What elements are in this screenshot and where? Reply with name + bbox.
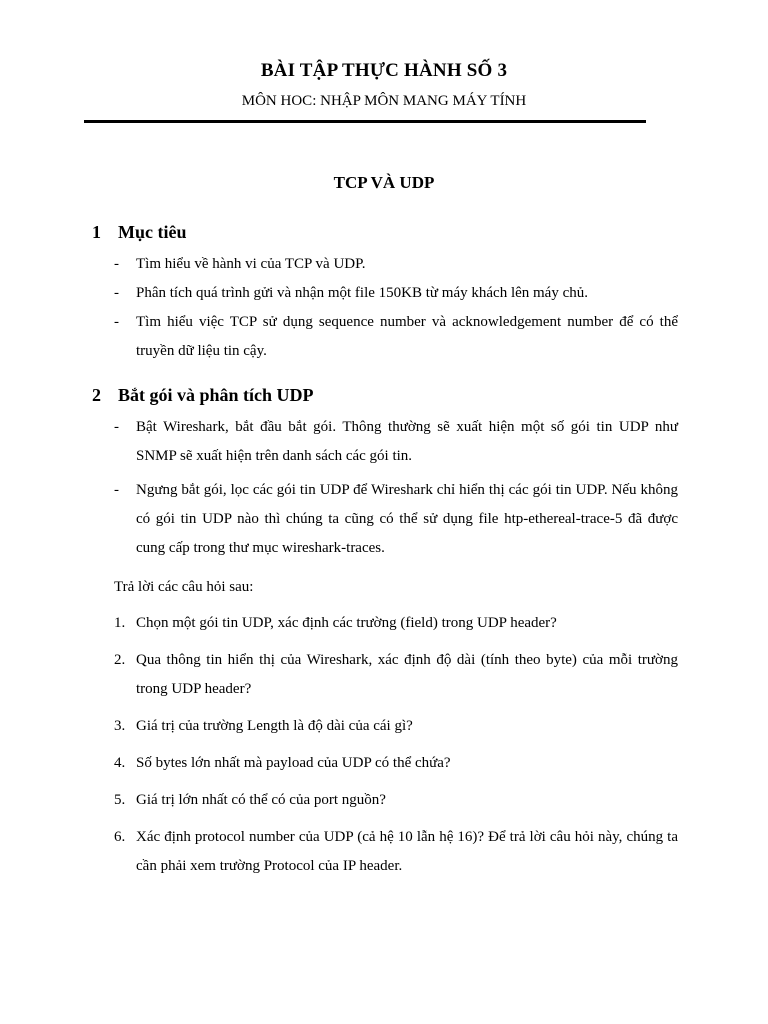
document-subtitle: MÔN HOC: NHẬP MÔN MANG MÁY TÍNH [241, 93, 527, 109]
question-item: 2. Qua thông tin hiển thị của Wireshark, xác định độ dài (tính theo byte) của mỗi trường trong UDP header? [114, 652, 678, 697]
question-item: 3. Giá trị của trường Length là độ dài của cái gì? [114, 718, 413, 734]
section-2-title: Bắt gói và phân tích UDP [118, 385, 314, 405]
questions-prompt: Trả lời các câu hỏi sau: [114, 579, 254, 595]
section-1-bullets [114, 250, 678, 366]
section-2-number: 2 [92, 385, 101, 405]
section-1-number: 1 [92, 222, 101, 242]
question-item: 1. Chọn một gói tin UDP, xác định các trường (field) trong UDP header? [114, 615, 557, 631]
section-1-heading [92, 222, 186, 243]
list-item: - Tìm hiểu việc TCP sử dụng sequence number và acknowledgement number để có thể truyền dữ liệu tin cậy. [114, 314, 678, 359]
main-heading: TCP VÀ UDP [333, 173, 435, 192]
section-2-bullets [114, 413, 678, 563]
list-item: - Ngưng bắt gói, lọc các gói tin UDP để Wireshark chỉ hiển thị các gói tin UDP. Nếu không có gói tin UDP nào thì chúng ta cũng có thể sử dụng file htp-ethereal-trace-5 đã được cung cấp trong thư mục wireshark-traces. [114, 482, 678, 556]
list-item: - Phân tích quá trình gửi và nhận một file 150KB từ máy khách lên máy chủ. [114, 285, 588, 301]
document-title: BÀI TẬP THỰC HÀNH SỐ 3 [260, 60, 508, 81]
question-item: 5. Giá trị lớn nhất có thể có của port nguồn? [114, 792, 386, 808]
section-2-heading [92, 385, 314, 406]
question-item: 6. Xác định protocol number của UDP (cả hệ 10 lẫn hệ 16)? Để trả lời câu hỏi này, chúng ta cần phải xem trường Protocol của IP header. [114, 829, 678, 874]
header-divider [84, 120, 646, 123]
list-item: - Tìm hiểu về hành vi của TCP và UDP. [114, 256, 366, 272]
list-item: - Bật Wireshark, bắt đầu bắt gói. Thông thường sẽ xuất hiện một số gói tin UDP như SNMP sẽ xuất hiện trên danh sách các gói tin. [114, 419, 678, 464]
section-1-title: Mục tiêu [118, 222, 187, 242]
question-item: 4. Số bytes lớn nhất mà payload của UDP có thể chứa? [114, 755, 451, 771]
questions-list [114, 609, 678, 881]
